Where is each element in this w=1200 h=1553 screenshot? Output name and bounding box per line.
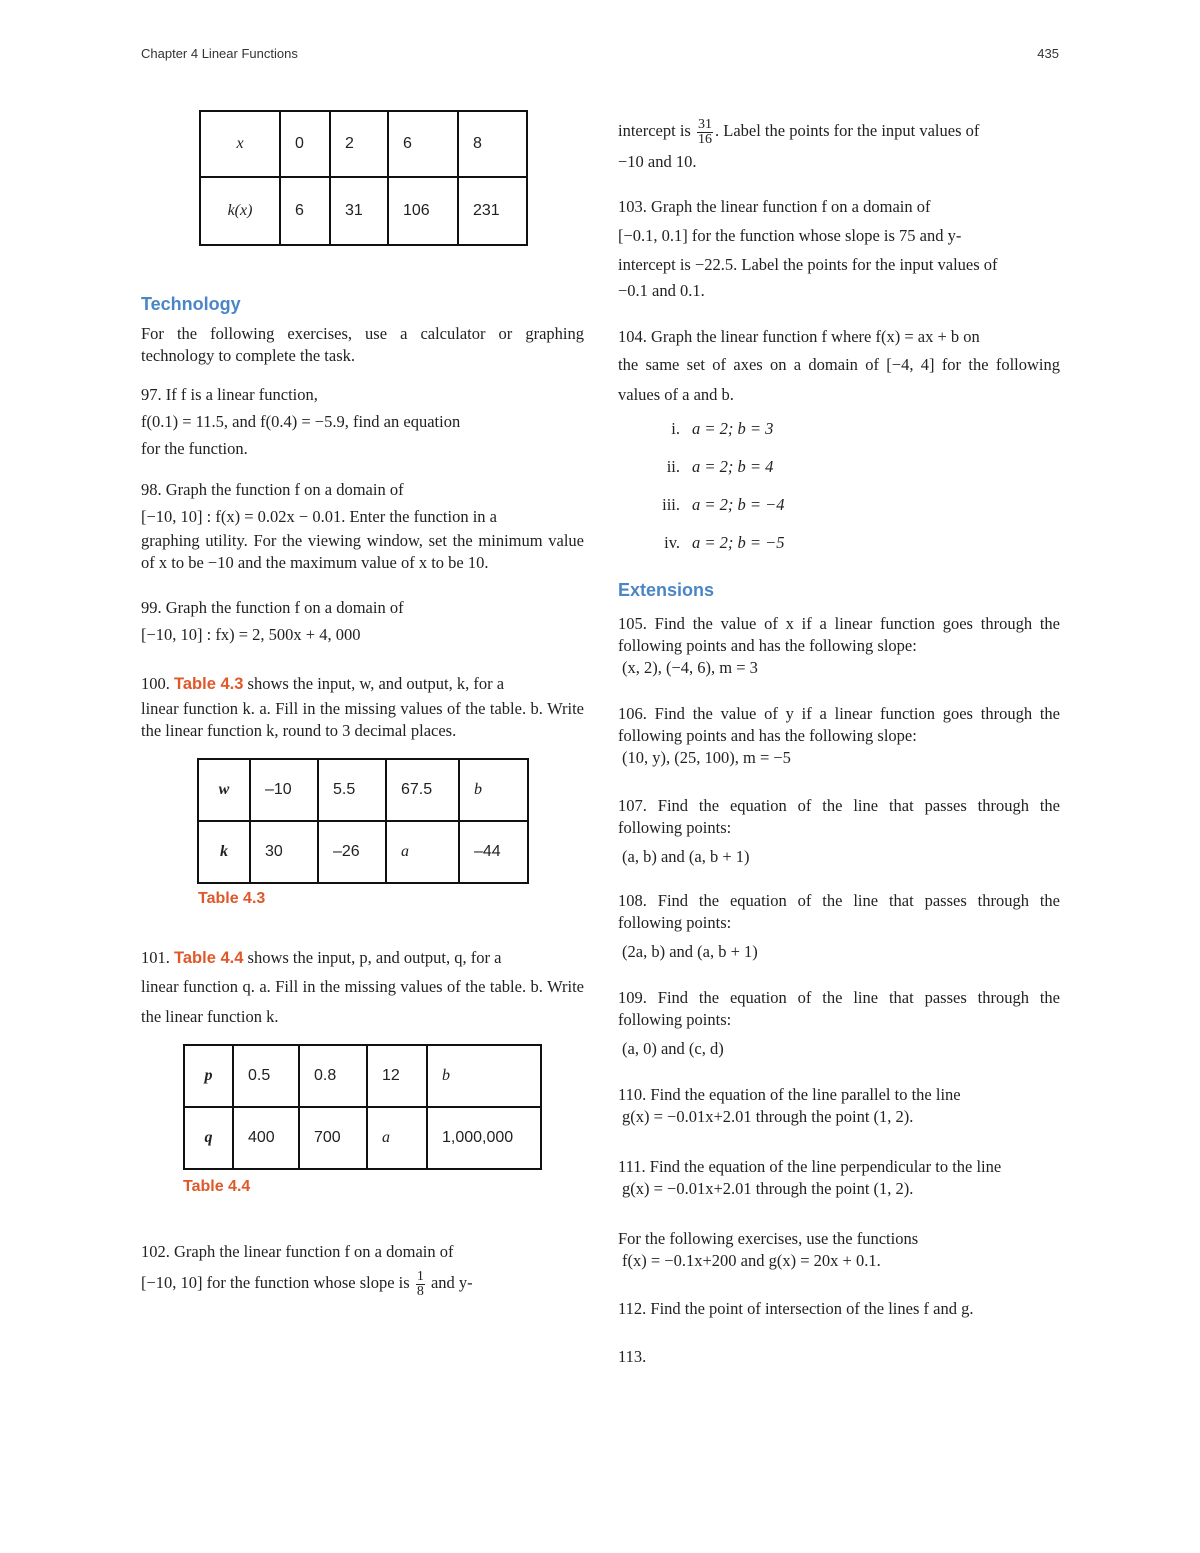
left-column: [141, 110, 584, 1299]
exercise-98: [141, 476, 584, 574]
exercise-text: If f is a linear function,: [165, 385, 318, 404]
exercise-text: Find the point of intersection of the lines f and g.: [650, 1299, 974, 1318]
exercise-text: and y-: [430, 1273, 473, 1292]
exercise-text: Find the equation of the line that passes through the following points:: [618, 796, 1060, 837]
exercise-number: 97.: [141, 385, 162, 404]
exercise-math: f(x) = −0.1x+200 and g(x) = 20x + 0.1.: [622, 1251, 881, 1270]
table-cell: –10: [250, 759, 318, 821]
table-header-cell: q: [184, 1107, 233, 1169]
exercise-math: (10, y), (25, 100), m = −5: [622, 748, 791, 767]
exercise-text: for the function.: [141, 439, 248, 458]
exercise-text: shows the input, w, and output, k, for a: [247, 674, 505, 693]
exercise-text: f(0.1) = 11.5, and f(0.4) = −5.9, find an equation: [141, 412, 461, 431]
exercise-text: intercept is −22.5. Label the points for the input values of: [618, 255, 998, 274]
exercise-111: [618, 1156, 1060, 1200]
list-item-text: a = 2; b = −4: [692, 495, 785, 514]
list-item-text: a = 2; b = 3: [692, 419, 774, 438]
exercise-number: 99.: [141, 598, 162, 617]
table-cell: b: [459, 759, 528, 821]
exercise-104: [618, 323, 1060, 562]
exercise-math: (x, 2), (−4, 6), m = 3: [622, 658, 758, 677]
exercise-text: Find the equation of the line that passes through the following points:: [618, 891, 1060, 932]
exercise-101: [141, 944, 584, 1032]
list-item: [642, 486, 1060, 524]
table-cell: 12: [367, 1045, 427, 1107]
table-4-4: [183, 1044, 542, 1170]
table-cell: 106: [388, 177, 458, 245]
fraction-numerator: 31: [697, 116, 712, 132]
list-item-number: ii.: [666, 457, 680, 476]
table-4-4-caption: Table 4.4: [183, 1178, 251, 1195]
exercise-text: −10 and 10.: [618, 152, 697, 171]
technology-intro: For the following exercises, use a calculator or graphing technology to complete the task.: [141, 324, 584, 365]
table-cell: 1,000,000: [427, 1107, 541, 1169]
table-row: [200, 111, 527, 177]
exercise-text: the same set of axes on a domain of [−4, 4] for the following values of a and b.: [618, 355, 1060, 404]
exercise-text: Find the value of y if a linear function goes through the following points and has the following slope:: [618, 704, 1061, 745]
exercise-text: −0.1 and 0.1.: [618, 281, 705, 300]
slope-fraction: [416, 1270, 425, 1299]
list-item: [642, 448, 1060, 486]
table-cell: 700: [299, 1107, 367, 1169]
exercise-text: [−0.1, 0.1] for the function whose slope is 75 and y-: [618, 226, 962, 245]
table-row: [184, 1107, 541, 1169]
table-cell: b: [427, 1045, 541, 1107]
exercise-number: 105.: [618, 614, 647, 633]
table-4-3-caption: Table 4.3: [198, 890, 266, 907]
table-row: [198, 821, 528, 883]
exercise-number: 108.: [618, 891, 647, 910]
exercise-number: 100.: [141, 674, 170, 693]
list-item: [642, 524, 1060, 562]
exercise-math: (a, b) and (a, b + 1): [622, 847, 750, 866]
exercise-text: Graph the function f on a domain of: [165, 598, 404, 617]
exercise-number: 109.: [618, 988, 647, 1007]
exercise-text: Graph the linear function f on a domain of: [651, 197, 931, 216]
exercise-110: [618, 1084, 1060, 1128]
exercise-math: (a, 0) and (c, d): [622, 1039, 724, 1058]
exercise-text: Find the equation of the line that passes through the following points:: [618, 988, 1060, 1029]
table-4-3-link[interactable]: Table 4.3: [174, 675, 244, 693]
exercise-112: [618, 1298, 1060, 1320]
exercise-math: g(x) = −0.01x+2.01 through the point (1, 2).: [622, 1107, 914, 1126]
table-cell: 400: [233, 1107, 299, 1169]
table-cell: 0.8: [299, 1045, 367, 1107]
table-header-cell: w: [198, 759, 250, 821]
exercise-number: 113.: [618, 1347, 647, 1366]
exercise-103: [618, 193, 1060, 303]
chapter-header: Chapter 4 Linear Functions: [141, 46, 298, 61]
fraction-numerator: 1: [416, 1268, 424, 1284]
exercise-text: [−10, 10] : f(x) = 0.02x − 0.01. Enter the function in a: [141, 507, 498, 526]
list-item-number: iv.: [664, 533, 680, 552]
exercise-number: 103.: [618, 197, 647, 216]
exercise-text: linear function q. a. Fill in the missing values of the table. b. Write the linear function k.: [141, 977, 584, 1026]
exercise-100: [141, 670, 584, 742]
table-header-cell: k: [198, 821, 250, 883]
table-4-3: [197, 758, 529, 884]
exercise-number: 101.: [141, 948, 170, 967]
table-cell: 6: [280, 177, 330, 245]
exercise-text: Find the equation of the line parallel to the line: [650, 1085, 961, 1104]
exercise-107: [618, 795, 1060, 870]
exercise-number: 107.: [618, 796, 647, 815]
table-4-4-link[interactable]: Table 4.4: [174, 949, 244, 967]
table-cell: 231: [458, 177, 527, 245]
table-cell: 5.5: [318, 759, 386, 821]
table-cell: –44: [459, 821, 528, 883]
right-column: [618, 114, 1060, 1368]
section-heading-extensions: Extensions: [618, 580, 715, 600]
fraction-denominator: 16: [697, 131, 712, 147]
exercise-number: 104.: [618, 327, 647, 346]
exercise-text: [−10, 10] for the function whose slope is: [141, 1273, 410, 1292]
table-cell: a: [367, 1107, 427, 1169]
list-item-number: i.: [671, 419, 680, 438]
table-row: [200, 177, 527, 245]
value-list: [642, 410, 1060, 562]
exercise-text: linear function k. a. Fill in the missing values of the table. b. Write the linear function k, round to 3 decimal places.: [141, 699, 584, 740]
exercise-number: 110.: [618, 1085, 647, 1104]
k-table: [199, 110, 528, 246]
exercise-text: graphing utility. For the viewing window, set the minimum value of x to be −10 and the maximum value of x to be 10.: [141, 531, 584, 572]
table-cell: 0: [280, 111, 330, 177]
section-heading-technology: Technology: [141, 294, 241, 314]
exercise-113: [618, 1346, 1060, 1368]
exercise-99: [141, 594, 584, 648]
list-item: [642, 410, 1060, 448]
list-item-number: iii.: [662, 495, 680, 514]
exercise-105: [618, 613, 1060, 679]
fraction-denominator: 8: [416, 1283, 424, 1299]
exercise-102: [141, 1238, 584, 1299]
exercise-text: For the following exercises, use the functions: [618, 1229, 919, 1248]
table-header-cell: x: [200, 111, 280, 177]
exercise-109: [618, 987, 1060, 1062]
exercise-math: g(x) = −0.01x+2.01 through the point (1, 2).: [622, 1179, 914, 1198]
exercise-number: 106.: [618, 704, 647, 723]
list-item-text: a = 2; b = 4: [692, 457, 774, 476]
exercise-text: Graph the linear function f where f(x) = ax + b on: [651, 327, 980, 346]
table-cell: a: [386, 821, 459, 883]
exercise-106: [618, 703, 1060, 769]
exercise-number: 111.: [618, 1157, 646, 1176]
exercise-text: Graph the function f on a domain of: [165, 480, 404, 499]
page-number: 435: [1037, 46, 1059, 61]
exercise-text: shows the input, p, and output, q, for a: [247, 948, 502, 967]
exercise-text: Find the value of x if a linear function goes through the following points and has the following slope:: [618, 614, 1061, 655]
table-cell: 8: [458, 111, 527, 177]
table-cell: 6: [388, 111, 458, 177]
exercise-text: Find the equation of the line perpendicular to the line: [649, 1157, 1002, 1176]
exercise-108: [618, 890, 1060, 965]
exercise-math: (2a, b) and (a, b + 1): [622, 942, 758, 961]
exercise-text: Graph the linear function f on a domain of: [174, 1242, 454, 1261]
intro-112: [618, 1228, 1060, 1272]
table-row: [198, 759, 528, 821]
exercise-text: intercept is: [618, 121, 691, 140]
table-cell: 31: [330, 177, 388, 245]
exercise-number: 112.: [618, 1299, 647, 1318]
intercept-fraction: [697, 118, 713, 147]
list-item-text: a = 2; b = −5: [692, 533, 785, 552]
table-row: [184, 1045, 541, 1107]
exercise-text: [−10, 10] : fx) = 2, 500x + 4, 000: [141, 625, 361, 644]
table-cell: –26: [318, 821, 386, 883]
table-header-cell: p: [184, 1045, 233, 1107]
table-header-cell: k(x): [200, 177, 280, 245]
table-cell: 2: [330, 111, 388, 177]
table-cell: 30: [250, 821, 318, 883]
exercise-number: 102.: [141, 1242, 170, 1261]
exercise-text: . Label the points for the input values of: [714, 121, 980, 140]
exercise-97: [141, 381, 584, 462]
exercise-number: 98.: [141, 480, 162, 499]
table-cell: 67.5: [386, 759, 459, 821]
table-cell: 0.5: [233, 1045, 299, 1107]
